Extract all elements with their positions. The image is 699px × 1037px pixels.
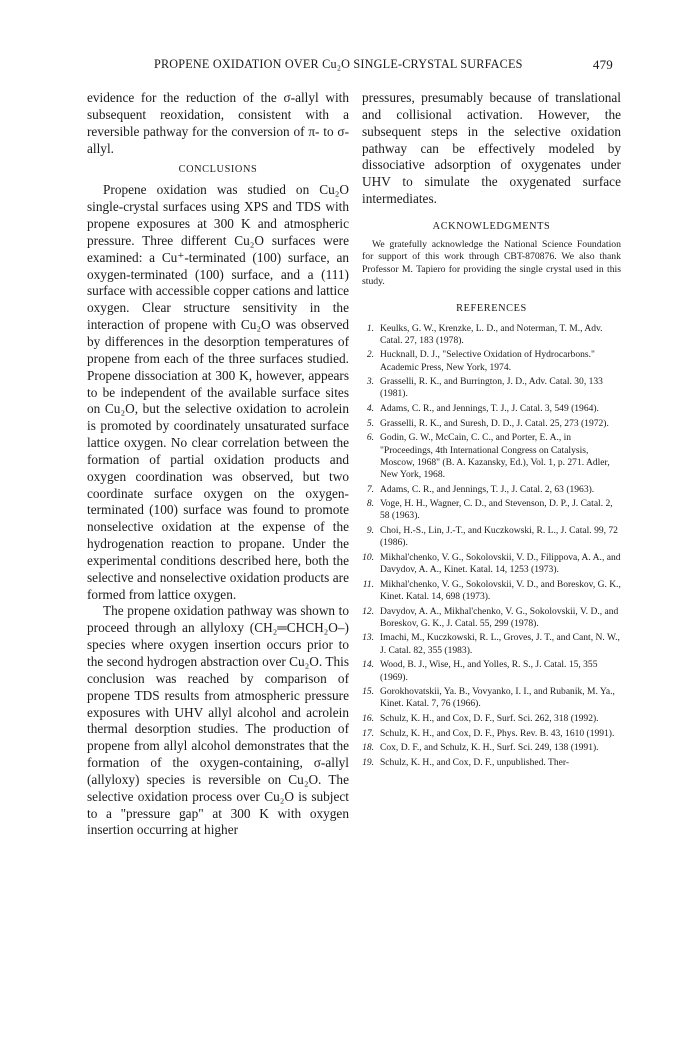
reference-item [362,632,621,657]
reference-number: 6. [366,432,374,444]
running-title: PROPENE OXIDATION OVER Cu₂O SINGLE-CRYSTAL SURFACES [154,57,523,71]
reference-item [362,376,621,401]
reference-item [362,659,621,684]
reference-item [362,432,621,481]
reference-text: Adams, C. R., and Jennings, T. J., J. Catal. 3, 549 (1964). [380,403,599,415]
acknowledgments-heading: ACKNOWLEDGMENTS [432,220,551,232]
running-header [88,57,613,77]
acknowledgments-text: We gratefully acknowledge the National Science Foundation for support of this work through CBT-870876. We also thank Professor M. Tapiero for providing the single crystal used in this study. [362,238,621,288]
reference-item [362,525,621,550]
reference-item [362,757,621,769]
reference-text: Mikhal'chenko, V. G., Sokolovskii, V. D., and Boreskov, G. K., Kinet. Katal. 14, 698 (1973). [380,578,621,602]
reference-text: Schulz, K. H., and Cox, D. F., Phys. Rev. B. 43, 1610 (1991). [380,727,615,739]
reference-item [362,579,621,604]
reference-text: Keulks, G. W., Krenzke, L. D., and Noterman, T. M., Adv. Catal. 27, 183 (1978). [380,322,603,346]
reference-number: 15. [362,686,374,698]
conclusions-paragraph-2: The propene oxidation pathway was shown to proceed through an allyloxy (CH₂═CHCH₂O–) species where oxygen insertion occurs prior to the second hydrogen abstraction over Cu₂O. This conclusion was reached by comparison of propene TDS results from atmospheric pressure exposures with UHV allyl alcohol and acrolein thermal desorption studies. The production of propene from allyl alcohol demonstrates that the formation of the oxygen-containing, σ-allyl (allyloxy) species is reversible on Cu₂O. The selective oxidation process over Cu₂O is subject to a "pressure gap" at 300 K with oxygen insertion occurring at higher [87,603,349,838]
page-number: 479 [592,57,613,72]
reference-number: 12. [362,605,374,617]
reference-item [362,498,621,523]
reference-text: Davydov, A. A., Mikhal'chenko, V. G., Sokolovskii, V. D., and Boreskov, G. K., J. Catal. 55, 299 (1978). [380,605,619,629]
reference-text: Mikhal'chenko, V. G., Sokolovskii, V. D., Filippova, A. A., and Davydov, A. A., Kinet. Katal. 14, 1253 (1973). [380,551,621,576]
reference-item [362,403,621,415]
reference-number: 2. [366,349,374,361]
reference-item [362,418,621,430]
reference-number: 18. [362,742,374,754]
reference-text: Schulz, K. H., and Cox, D. F., unpublished. Ther- [380,756,569,768]
reference-text: Schulz, K. H., and Cox, D. F., Surf. Sci. 262, 318 (1992). [380,712,599,724]
reference-item [362,552,621,577]
paragraph-intro: evidence for the reduction of the σ-allyl with subsequent reoxidation, consistent with a reversible pathway for the conversion of π- to σ-allyl. [87,90,349,156]
reference-number: 19. [362,756,374,768]
reference-item [362,728,621,740]
reference-number: 7. [366,483,374,495]
reference-number: 10. [362,551,374,563]
reference-number: 5. [366,417,374,429]
reference-item [362,742,621,754]
reference-item [362,686,621,711]
conclusions-heading: CONCLUSIONS [178,164,258,176]
reference-text: Grasselli, R. K., and Suresh, D. D., J. Catal. 25, 273 (1972). [380,417,609,429]
left-column [87,90,349,839]
reference-text: Hucknall, D. J., "Selective Oxidation of Hydrocarbons." Academic Press, New York, 1974. [380,349,595,373]
reference-text: Cox, D. F., and Schulz, K. H., Surf. Sci. 249, 138 (1991). [380,742,599,754]
reference-item [362,323,621,348]
reference-number: 14. [362,659,374,671]
paragraph-continued: pressures, presumably because of translational and collisional activation. However, the subsequent steps in the selective oxidation pathway can be effectively modeled by dissociative adsorption of oxygenates under UHV to simulate the oxygenated surface intermediates. [362,90,621,207]
references-heading: REFERENCES [456,302,527,314]
reference-item [362,349,621,374]
reference-list [362,323,621,769]
reference-number: 8. [366,498,374,510]
reference-item [362,484,621,496]
reference-text: Adams, C. R., and Jennings, T. J., J. Catal. 2, 63 (1963). [380,483,595,495]
reference-number: 9. [366,525,374,537]
reference-text: Grasselli, R. K., and Burrington, J. D., Adv. Catal. 30, 133 (1981). [380,376,603,400]
reference-text: Wood, B. J., Wise, H., and Yolles, R. S., J. Catal. 15, 355 (1969). [380,659,598,683]
reference-number: 16. [362,712,374,724]
right-column [362,90,621,771]
reference-item [362,606,621,631]
reference-number: 11. [362,578,374,590]
reference-number: 1. [366,322,374,334]
reference-number: 17. [362,727,374,739]
reference-item [362,713,621,725]
conclusions-paragraph-1: Propene oxidation was studied on Cu₂O single-crystal surfaces using XPS and TDS with propene exposures at 300 K and atmospheric pressure. Three different Cu₂O surfaces were examined: a Cu⁺-terminated (100) surface, an oxygen-terminated (100) surface, and a (111) surface with accessible copper cations and lattice oxygen. Clear structure sensitivity in the interaction of propene with Cu₂O was observed by differences in the desorption temperatures of propene from each of the three surfaces studied. Propene dissociation at 300 K, however, appears to be independent of the available surface sites on Cu₂O, but the selective oxidation to acrolein is promoted by coordinately unsaturated surface lattice oxygen. No clear correlation between the formation of partial oxidation products and oxygen coordination was observed, but two coordinate surface oxygen on the oxygen-terminated (100) surface was found to promote nonselective oxidation at the expense of the hydrogenation reaction to propane. Under the experimental conditions described here, both the selective and nonselective oxidation products are formed from lattice oxygen. [87,182,349,602]
reference-number: 3. [366,376,374,388]
reference-text: Imachi, M., Kuczkowski, R. L., Groves, J. T., and Cant, N. W., J. Catal. 82, 355 (1983). [380,632,620,656]
reference-text: Voge, H. H., Wagner, C. D., and Stevenson, D. P., J. Catal. 2, 58 (1963). [380,498,613,522]
reference-number: 13. [362,632,374,644]
reference-number: 4. [366,403,374,415]
reference-text: Gorokhovatskii, Ya. B., Vovyanko, I. I., and Rubanik, M. Ya., Kinet. Katal. 7, 76 (1966). [380,686,615,710]
reference-text: Choi, H.-S., Lin, J.-T., and Kuczkowski, R. L., J. Catal. 99, 72 (1986). [380,525,618,549]
reference-text: Godin, G. W., McCain, C. C., and Porter, E. A., in "Proceedings, 4th International Congress on Catalysis, Moscow, 1968" (B. A. Kazansky, Ed.), Vol. 1, p. 271. Adler, New York, 1968. [380,432,610,480]
